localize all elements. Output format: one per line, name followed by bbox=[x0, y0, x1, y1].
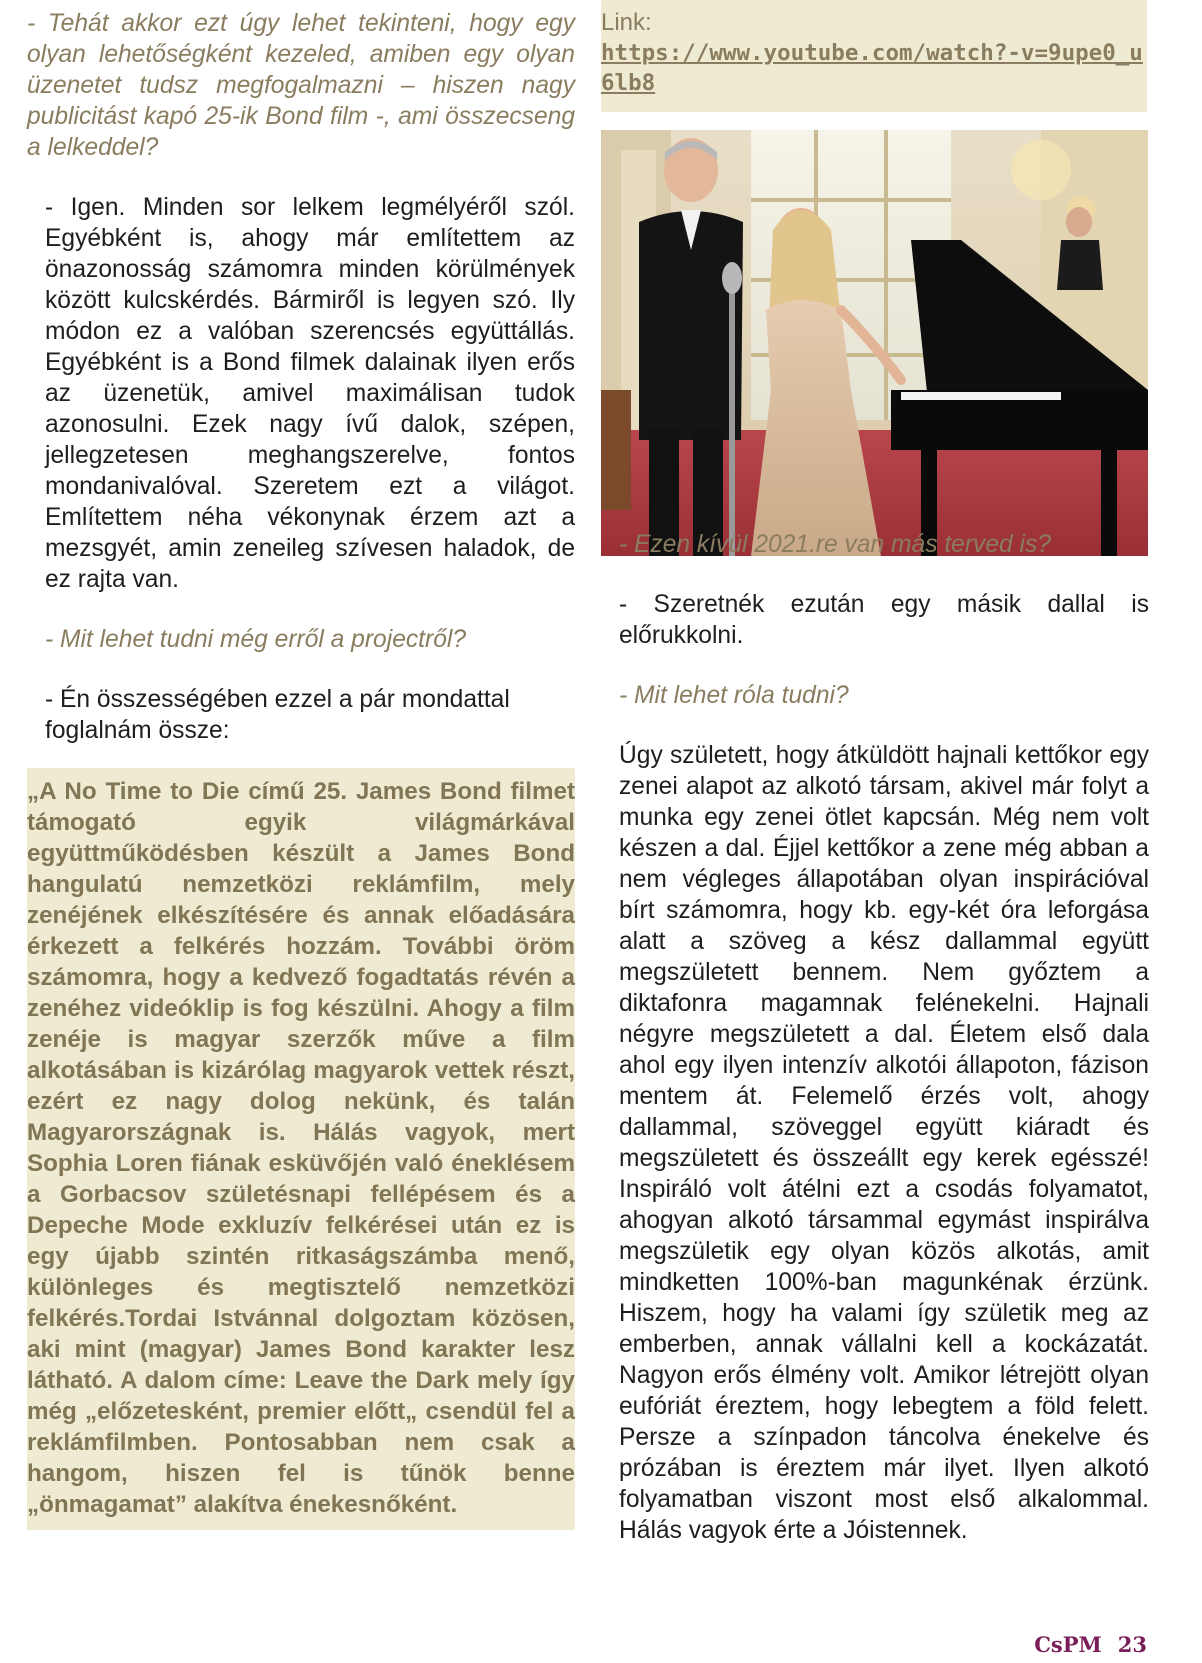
photo-illustration bbox=[601, 130, 1148, 556]
question-identity: - Tehát akkor ezt úgy lehet tekinteni, hogy egy olyan lehetőségként kezeled, amiben egy olyan üzenetet tudsz megfogalmazni – hiszen nagy publicitást kapó 25-ik Bond film -, ami összecseng a lelkeddel? bbox=[27, 10, 575, 161]
answer-identity: - Igen. Minden sor lelkem legmélyéről szól. Egyébként is, ahogy már említettem az önazonosság számomra minden körülmények között kulcskérdés. Bármiről is legyen szó. Ily módon ez a valóban szerencsés együttállás. Egyébként is a Bond filmek dalainak ilyen erős az üzenetük, amivel maximálisan tudok azonosulni. Ezek nagy ívű dalok, szépen, jellegzetesen meghangszerelve, fontos mondanivalóval. Szeretem ezt a világot. Említettem néha vékonynak érzem azt a mezsgyét, amin zeneileg szívesen haladok, de ez rajta van. bbox=[45, 194, 575, 593]
question-new-song: - Mit lehet róla tudni? bbox=[619, 682, 849, 709]
youtube-link[interactable]: https://www.youtube.com/watch?-v=9upe0_u6lb8 bbox=[601, 40, 1143, 96]
right-column bbox=[601, 0, 1149, 112]
couple-piano-photo bbox=[601, 130, 1148, 556]
question-plans-2021: - Ezen kívül 2021.re van más terved is? bbox=[619, 531, 1051, 558]
link-box bbox=[601, 0, 1147, 112]
answer-project: - Én összességében ezzel a pár mondattal foglalnám össze: bbox=[45, 686, 510, 744]
question-project: - Mit lehet tudni még erről a projectről? bbox=[45, 626, 467, 653]
bond-quote-box bbox=[27, 768, 575, 1530]
left-column bbox=[27, 0, 575, 1530]
right-column-lower bbox=[601, 529, 1149, 1546]
page-number: 23 bbox=[1117, 1632, 1147, 1657]
bond-quote-text: „A No Time to Die című 25. James Bond filmet támogató egyik világmárkával együttműködésben készült a James Bond hangulatú nemzetközi reklámfilm, mely zenéjének elkészítésére és annak előadására érkezett a felkérés hozzám. További öröm számomra, hogy a kedvező fogadtatás révén a zenéhez videóklip is fog készülni. Ahogy a film zenéje is magyar szerzők műve a film alkotásában is kizárólag magyarok vettek részt, ezért ez nagy dolog nekünk, és talán Magyarországnak is. Hálás vagyok, mert Sophia Loren fiának esküvőjén való éneklésem a Gorbacsov születésnapi fellépésem és a Depeche Mode exkluzív felkérései után ez is egy újabb szintén ritkaságszámba menő, különleges és megtisztelő nemzetközi felkérés.Tordai Istvánnal dolgoztam közösen, aki mint (magyar) James Bond karakter lesz látható. A dalom címe: Leave the Dark mely így még „előzetesként, premier előtt„ csendül fel a reklámfilmben. Pontosabban nem csak a hangom, hiszen fel is tűnök benne „önmagamat” alakítva énekesnőként. bbox=[27, 778, 575, 1518]
answer-new-song: Úgy született, hogy átküldött hajnali kettőkor egy zenei alapot az alkotó társam, akivel már folyt a munka egy zenei ötlet kapcsán. Még nem volt készen a dal. Éjjel kettőkor a zene még abban a nem végleges állapotában olyan inspirációval bírt számomra, hogy kb. egy-két óra leforgása alatt a szöveg a kész dallammal együtt megszületett bennem. Nem győztem a diktafonra magamnak felénekelni. Hajnali négyre megszületett a dal. Életem első dala ahol egy ilyen intenzív alkotói állapoton, fázison mentem át. Felemelő érzés volt, ahogy dallammal, szöveggel együtt kiáradt és megszületett és összeállt egy kerek egésszé! Inspiráló volt átélni ezt a csodás folyamatot, ahogyan alkotó társammal egymást inspirálva megszületik egy olyan közös alkotás, amit mindketten 100%-ban magunkénak érzünk. Hiszem, hogy ha valami így születik meg az emberben, annak vállalni kell a kockázatát. Nagyon erős élmény volt. Amikor létrejött olyan eufóriát éreztem, hogy lebegtem a föld felett. Persze a színpadon táncolva énekelve és prózában is éreztem már ilyet. Ilyen alkotó folyamatban viszont most első alkalommal. Hálás vagyok érte a Jóistennek. bbox=[619, 742, 1149, 1544]
link-label: Link: bbox=[601, 9, 652, 36]
page-footer bbox=[1034, 1632, 1147, 1657]
answer-plans-2021: - Szeretnék ezután egy másik dallal is előrukkolni. bbox=[619, 591, 1149, 649]
magazine-name: CsPM bbox=[1034, 1632, 1102, 1657]
